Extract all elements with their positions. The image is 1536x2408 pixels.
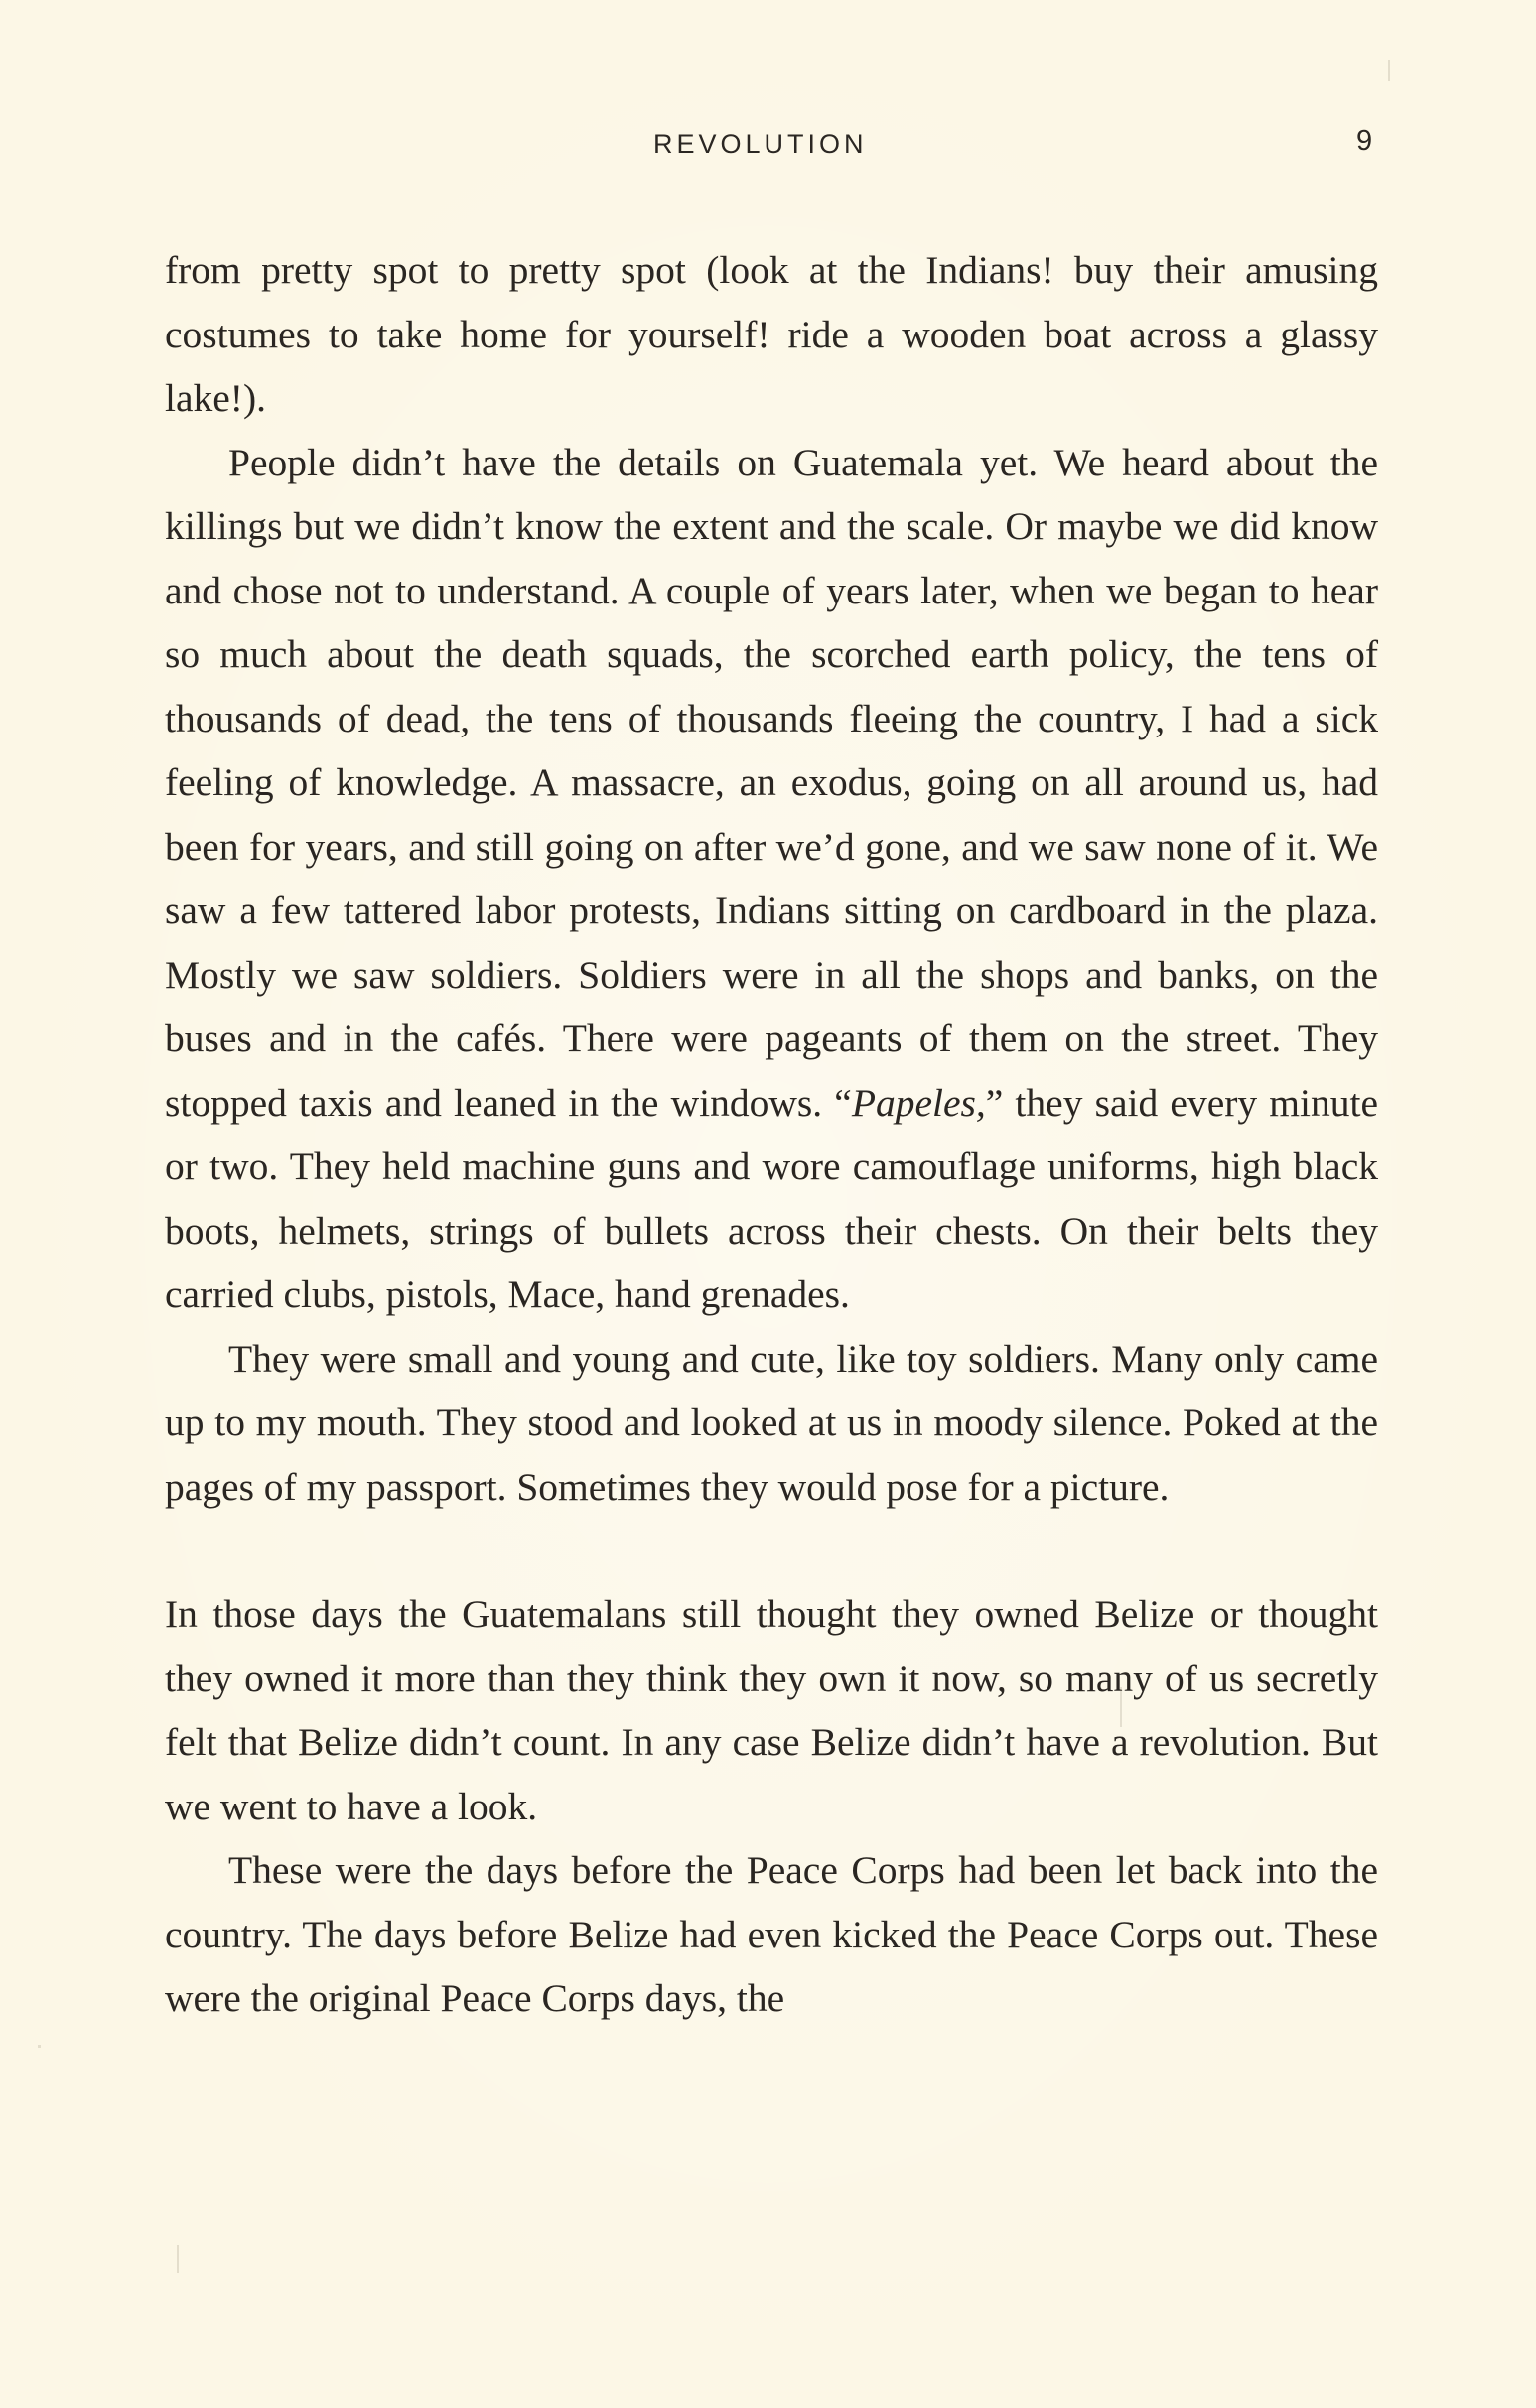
paragraph-1 [165, 238, 1378, 431]
paragraph-5-text: These were the days before the Peace Corps had been let back into the country. The days before Belize had even kicked the Peace Corps out. These were the original Peace Corps days, the [165, 1848, 1378, 2020]
paragraph-4 [165, 1582, 1378, 1838]
paragraph-4-text: In those days the Guatemalans still thought they owned Belize or thought they owned it more than they think they own it now, so many of us secretly felt that Belize didn’t count. In any case Belize didn’t have a revolution. But we went to have a look. [165, 1592, 1378, 1828]
scan-speck [1388, 60, 1390, 81]
paragraph-3-text: They were small and young and cute, like toy soldiers. Many only came up to my mouth. They stood and looked at us in moody silence. Poked at the pages of my passport. Sometimes they would pose for a picture. [165, 1336, 1378, 1509]
paragraph-1-text: from pretty spot to pretty spot (look at the Indians! buy their amusing costumes to take home for yourself! ride a wooden boat across a glassy lake!). [165, 248, 1378, 420]
paragraph-2-text-end: ” they said every minute or two. They held machine guns and wore camouflage uniforms, high black boots, helmets, strings of bullets across their chests. On their belts they carried clubs, pistols, Mace, hand grenades. [165, 1080, 1378, 1316]
page-number: 9 [1356, 125, 1373, 157]
paragraph-2 [165, 431, 1378, 1327]
running-title: REVOLUTION [653, 129, 868, 159]
scan-speck [177, 2245, 179, 2273]
paragraph-5 [165, 1838, 1378, 2031]
paragraph-3 [165, 1327, 1378, 1520]
paragraph-2-text-start: People didn’t have the details on Guatemala yet. We heard about the killings but we didn’t know the extent and the scale. Or maybe we did know and chose not to understand. A couple of years later, when we began to hear so much about the death squads, the scorched earth policy, the tens of thousands of dead, the tens of thousands fleeing the country, I had a sick feeling of knowledge. A massacre, an exodus, going on all around us, had been for years, and still going on after we’d gone, and we saw none of it. We saw a few tattered labor protests, Indians sitting on cardboard in the plaza. Mostly we saw soldiers. Soldiers were in all the shops and banks, on the buses and in the cafés. There were pageants of them on the street. They stopped taxis and leaned in the windows. “ [165, 440, 1378, 1125]
body-text [165, 238, 1378, 2031]
scan-speck [38, 2045, 41, 2048]
papeles-italic: Papeles, [851, 1080, 986, 1125]
scan-speck [1120, 1687, 1122, 1727]
running-head [0, 125, 1536, 169]
